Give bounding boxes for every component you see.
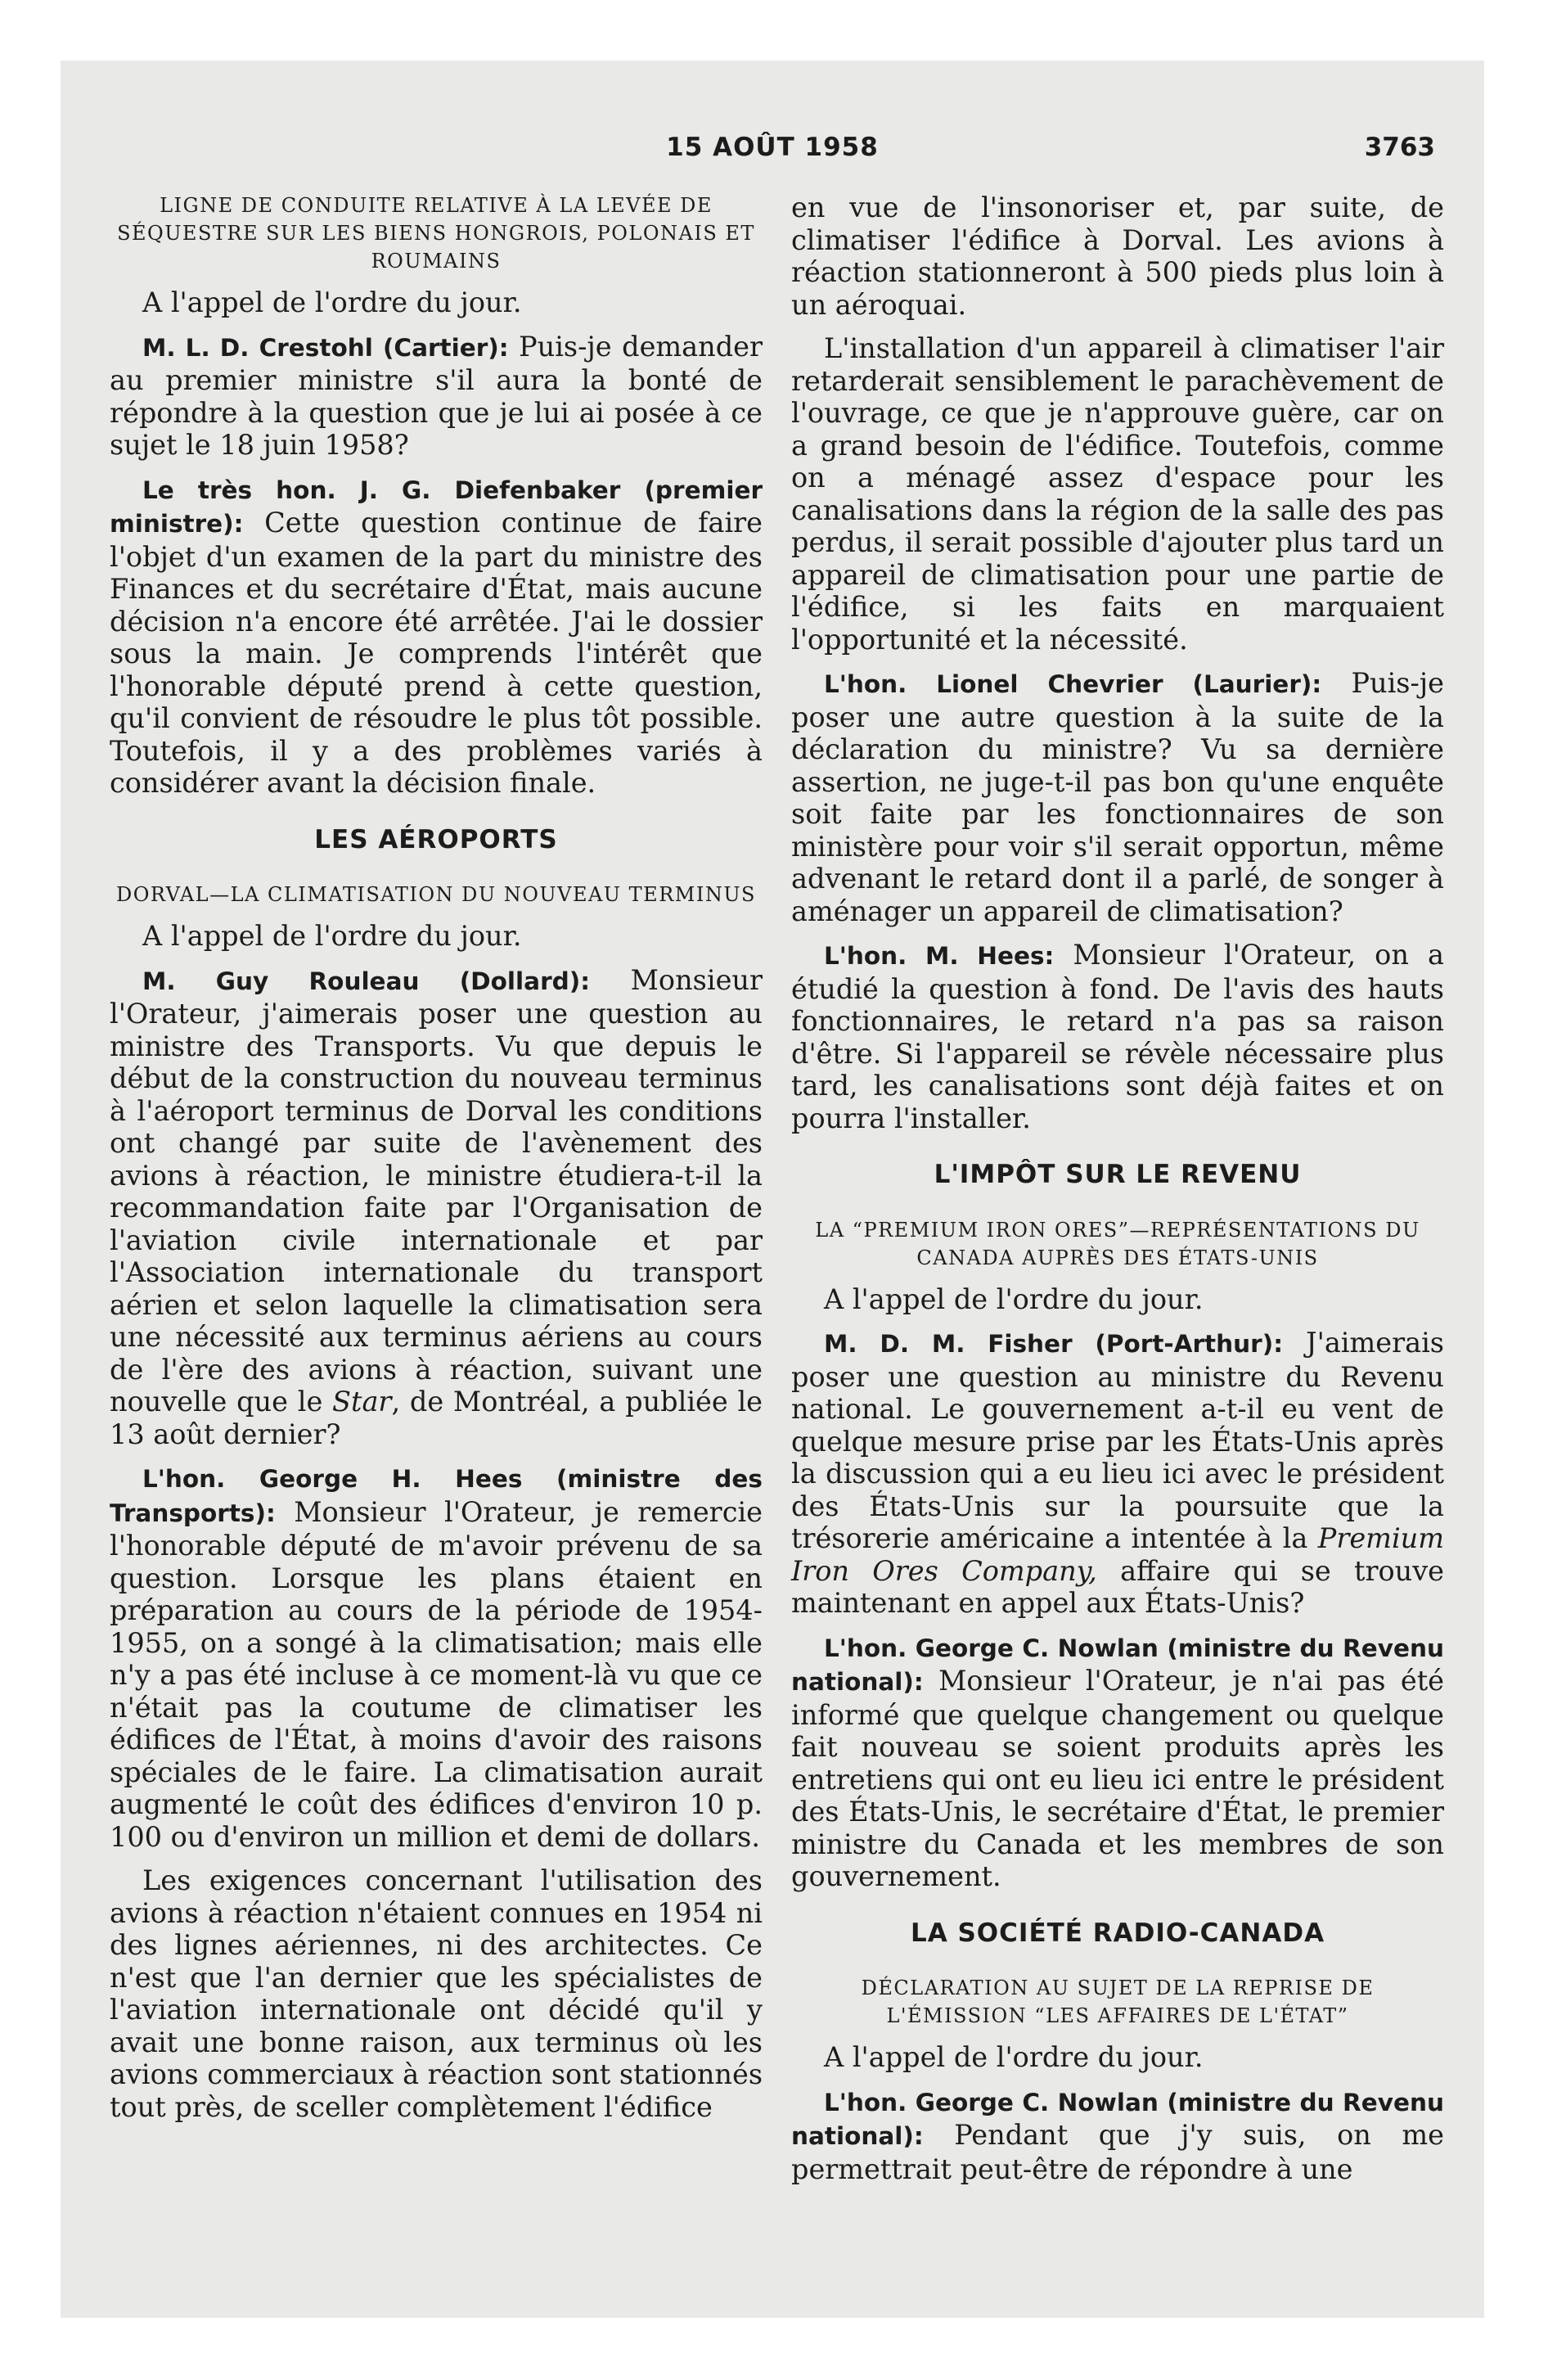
- subheading-affaires-etat: DÉCLARATION AU SUJET DE LA REPRISE DE L'ÉMISSION “LES AFFAIRES DE L'ÉTAT”: [861, 1977, 1375, 2027]
- speech-text: , de Montréal, a publiée le 13 août dernier?: [110, 1386, 763, 1450]
- paragraph-continued: en vue de l'insonoriser et, par suite, de climatiser l'édifice à Dorval. Les avions à réaction stationneront à 500 pieds plus loin à un aéroquai.: [791, 192, 1444, 321]
- speaker-name: L'hon. George C. Nowlan (ministre du Revenu national):: [791, 2088, 1444, 2150]
- page-header: [61, 61, 1484, 183]
- speech-text: affaire qui se trouve maintenant en appel aux États-Unis?: [791, 1554, 1445, 1619]
- paragraph: A l'appel de l'ordre du jour.: [824, 2041, 1204, 2073]
- speech-text: Monsieur l'Orateur, j'aimerais poser une question au ministre des Transports. Vu que depuis le début de la construction du nouveau terminus à l'aéroport terminus de Dorval les conditions ont changé par suite de l'avènement des avions à réaction, le ministre étudiera-t-il la recommandation faite par l'Organisation de l'aviation civile internationale et par l'Association internationale du transport aérien et selon laquelle la climatisation sera une nécessité aux terminus aériens au cours de l'ère des avions à réaction, suivant une nouvelle que le: [110, 963, 763, 1418]
- subheading-dorval: DORVAL—LA CLIMATISATION DU NOUVEAU TERMINUS: [116, 883, 756, 906]
- paragraph: [110, 473, 763, 800]
- speaker-name: M. Guy Rouleau (Dollard):: [142, 967, 591, 995]
- speaker-name: L'hon. M. Hees:: [824, 942, 1055, 970]
- speech-text: Puis-je demander au premier ministre s'il aura la bonté de répondre à la question que je lui ai posée à ce sujet le 18 juin 1958?: [110, 330, 763, 461]
- paragraph: [791, 2085, 1444, 2186]
- subheading-sequestre: LIGNE DE CONDUITE RELATIVE À LA LEVÉE DE SÉQUESTRE SUR LES BIENS HONGROIS, POLONAIS ET ROUMAINS: [117, 194, 755, 273]
- left-column: [110, 192, 763, 2134]
- paragraph: A l'appel de l'ordre du jour.: [142, 920, 522, 952]
- speech-text: Monsieur l'Orateur, on a étudié la question à fond. De l'avis des hauts fonctionnaires, le retard n'a pas sa raison d'être. Si l'appareil se révèle nécessaire plus tard, les canalisations sont déjà faites et on pourra l'installer.: [791, 939, 1444, 1134]
- speech-text: J'aimerais poser une question au ministre du Revenu national. Le gouvernement a-t-il eu vent de quelque mesure prise par les États-Unis après la discussion qui a eu lieu ici avec le président des États-Unis sur la poursuite que la trésorerie américaine a intentée à la: [791, 1327, 1444, 1554]
- speaker-name: L'hon. Lionel Chevrier (Laurier):: [824, 670, 1322, 698]
- paragraph: [110, 331, 763, 462]
- paragraph: [110, 964, 763, 1451]
- page-number: 3763: [1364, 133, 1435, 162]
- speech-text: Puis-je poser une autre question à la suite de la déclaration du ministre? Vu sa dernière assertion, ne juge-t-il pas bon qu'une enquête soit faite par les fonctionnaires de son ministère pour voir s'il serait opportun, même advenant le retard dont il a parlé, de songer à aménager un appareil de climatisation?: [791, 667, 1445, 927]
- paragraph: [791, 667, 1444, 927]
- speech-text: Monsieur l'Orateur, je n'ai pas été informé que quelque changement ou quelque fait nouveau se soient produits après les entretiens qui ont eu lieu ici entre le président des États-Unis, le secrétaire d'État, le premier ministre du Canada et les membres de son gouvernement.: [791, 1665, 1444, 1892]
- paragraph: Les exigences concernant l'utilisation des avions à réaction n'étaient connues en 1954 ni des lignes aériennes, ni des architectes. Ce n'est que l'an dernier que les spécialistes de l'aviation internationale ont décidé qu'il y avait une bonne raison, aux terminus où les avions commerciaux à réaction sont stationnés tout près, de sceller complètement l'édifice: [110, 1864, 763, 2123]
- speech-text: Pendant que j'y suis, on me permettrait peut-être de répondre à une: [791, 2119, 1444, 2185]
- section-heading-aeroports: LES AÉROPORTS: [314, 824, 558, 854]
- speaker-name: L'hon. George H. Hees (ministre des Transports):: [110, 1465, 763, 1527]
- paragraph: A l'appel de l'ordre du jour.: [142, 286, 522, 318]
- section-heading-radio-canada: LA SOCIÉTÉ RADIO-CANADA: [910, 1918, 1325, 1948]
- paragraph: [110, 1462, 763, 1853]
- speaker-name: M. D. M. Fisher (Port-Arthur):: [824, 1330, 1283, 1358]
- speaker-name: M. L. D. Crestohl (Cartier):: [142, 333, 509, 362]
- speech-text: Monsieur l'Orateur, je remercie l'honorable député de m'avoir prévenu de sa question. Lorsque les plans étaient en préparation au cours de la période de 1954-1955, on a songé à la climatisation; mais elle n'y a pas été incluse à ce moment-là vu que ce n'était pas la coutume de climatiser les édifices de l'État, à moins d'avoir des raisons spéciales de le faire. La climatisation aurait augmenté le coût des édifices d'environ 10 p. 100 ou d'environ un million et demi de dollars.: [110, 1495, 763, 1853]
- speaker-name: L'hon. George C. Nowlan (ministre du Revenu national):: [791, 1634, 1444, 1696]
- speaker-name: Le très hon. J. G. Diefenbaker (premier ministre):: [110, 476, 763, 538]
- subheading-premium-iron-ores: LA “PREMIUM IRON ORES”—REPRÉSENTATIONS DU CANADA AUPRÈS DES ÉTATS-UNIS: [815, 1218, 1420, 1269]
- section-heading-impot: L'IMPÔT SUR LE REVENU: [934, 1160, 1302, 1189]
- paragraph: [791, 1631, 1444, 1893]
- italic-title: Star: [332, 1386, 392, 1418]
- paragraph: A l'appel de l'ordre du jour.: [824, 1282, 1204, 1315]
- header-date: 15 AOÛT 1958: [666, 133, 879, 162]
- speech-text: Cette question continue de faire l'objet d'un examen de la part du ministre des Finances et du secrétaire d'État, mais aucune décision n'a encore été arrêtée. J'ai le dossier sous la main. Je comprends l'intérêt que l'honorable député prend à cette question, qu'il convient de résoudre le plus tôt possible. Toutefois, il y a des problèmes variés à considérer avant la décision finale.: [110, 507, 763, 799]
- paragraph: [791, 1327, 1444, 1620]
- paragraph: L'installation d'un appareil à climatiser l'air retarderait sensiblement le parachèvement de l'ouvrage, ce que je n'approuve guère, car on a grand besoin de l'édifice. Toutefois, comme on a ménagé assez d'espace pour les canalisations dans la région de la salle des pas perdus, il serait possible d'ajouter plus tard un appareil de climatisation pour une partie de l'édifice, si les faits en marquaient l'opportunité et la nécessité.: [791, 332, 1444, 656]
- right-column: [791, 192, 1444, 2197]
- paragraph: [791, 939, 1444, 1134]
- italic-title: Premium Iron Ores Company,: [791, 1522, 1444, 1587]
